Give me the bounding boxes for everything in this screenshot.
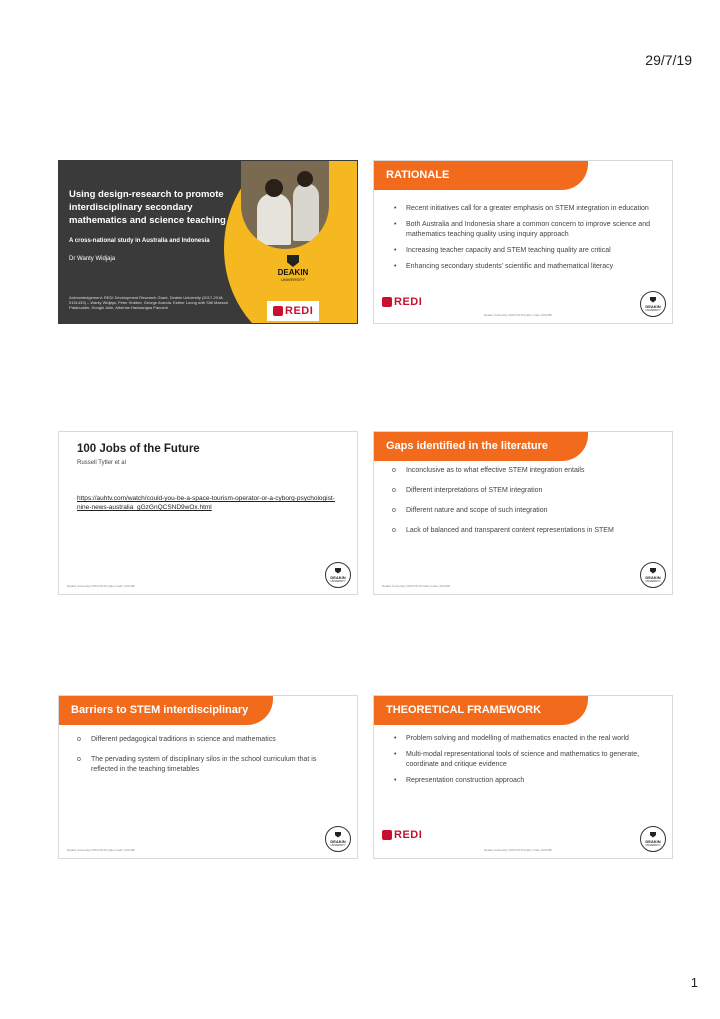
redi-logo	[382, 297, 422, 307]
deakin-logo	[640, 826, 666, 852]
deakin-logo	[640, 291, 666, 317]
list-item: o Different nature and scope of such integration	[392, 506, 656, 516]
deakin-logo-name: DEAKIN	[645, 574, 661, 580]
list-item: • Representation construction approach	[392, 776, 656, 786]
list-item: o Different interpretations of STEM integration	[392, 486, 656, 496]
deakin-logo-sub: UNIVERSITY	[330, 579, 346, 583]
slide-footnote: Deakin University CRICOS Provider Code: 00113B	[67, 848, 135, 852]
redi-logo-text: REDI	[394, 829, 423, 841]
list-item: o The pervading system of disciplinary silos in the school curriculum that is reflected in the teaching timetables	[77, 755, 341, 775]
list-item: o Different pedagogical traditions in science and mathematics	[77, 735, 341, 745]
redi-logo	[273, 306, 313, 316]
deakin-shield-icon	[650, 297, 656, 303]
bullet-list	[392, 734, 656, 792]
slide-banner-title: THEORETICAL FRAMEWORK	[374, 696, 588, 725]
deakin-logo-name: DEAKIN	[645, 838, 661, 844]
slide-byline: Russell Tytler et al	[77, 460, 126, 466]
deakin-logo	[325, 562, 351, 588]
deakin-logo	[640, 562, 666, 588]
list-item: • Enhancing secondary students’ scientific and mathematical literacy	[392, 262, 656, 272]
bullet-list	[77, 735, 341, 785]
slide-banner-title: Barriers to STEM interdisciplinary	[59, 696, 273, 725]
slide-title	[58, 160, 358, 324]
deakin-logo-sub: UNIVERSITY	[330, 843, 346, 847]
redi-logo-box	[267, 301, 319, 321]
slide-title-heading: Using design-research to promote interdisciplinary secondary mathematics and science teaching	[69, 189, 226, 226]
list-item: o Lack of balanced and transparent content representations in STEM	[392, 526, 656, 536]
deakin-shield-icon	[335, 568, 341, 574]
slide-footnote: Deakin University CRICOS Provider Code: 00113B	[484, 848, 552, 852]
acknowledgement-text: Acknowledgement: REDI Development Research Grant, Deakin University (2017-2018; 5151433) – Wanty Widjaja, Peter Hubber, George Aranda, Esther Loong with Sitti Maesuri Patahuddin, Hongki Julie, Albertus Hariwangsa Panuluh	[69, 295, 229, 310]
classroom-photo	[241, 161, 329, 249]
deakin-logo-name: DEAKIN	[330, 574, 346, 580]
redi-logo	[382, 830, 422, 840]
photo-head	[297, 171, 313, 187]
slide-theoretical-framework	[373, 695, 673, 859]
photo-figure	[257, 193, 291, 245]
photo-head	[265, 179, 283, 197]
redi-logo-text: REDI	[285, 305, 314, 317]
slide-author: Dr Wanty Widjaja	[69, 256, 116, 262]
slide-footnote: Deakin University CRICOS Provider Code: 00113B	[484, 313, 552, 317]
deakin-shield-icon	[650, 832, 656, 838]
list-item: • Problem solving and modelling of mathematics enacted in the real world	[392, 734, 656, 744]
deakin-shield-icon	[287, 255, 299, 267]
slide-gaps	[373, 431, 673, 595]
deakin-logo-name: DEAKIN	[645, 303, 661, 309]
slide-footnote: Deakin University CRICOS Provider Code: 00113B	[382, 584, 450, 588]
page-number: 1	[690, 975, 698, 990]
list-item: o Inconclusive as to what effective STEM integration entails	[392, 466, 656, 476]
handout-date: 29/7/19	[645, 52, 692, 68]
deakin-shield-icon	[335, 832, 341, 838]
deakin-logo	[275, 255, 311, 282]
deakin-logo-sub: UNIVERSITY	[645, 308, 661, 312]
redi-mark-icon	[382, 830, 392, 840]
redi-logo-text: REDI	[394, 296, 423, 308]
slide-rationale	[373, 160, 673, 324]
slide-banner-title: RATIONALE	[374, 161, 588, 190]
deakin-logo-sub: UNIVERSITY	[645, 843, 661, 847]
slide-heading: 100 Jobs of the Future	[77, 443, 200, 455]
redi-mark-icon	[273, 306, 283, 316]
list-item: • Multi-modal representational tools of science and mathematics to generate, coordinate and critique evidence	[392, 750, 656, 770]
deakin-logo-sub: UNIVERSITY	[645, 579, 661, 583]
redi-mark-icon	[382, 297, 392, 307]
deakin-logo-name: DEAKIN	[277, 268, 309, 277]
photo-figure	[293, 183, 319, 241]
slide-footnote: Deakin University CRICOS Provider Code: 00113B	[67, 584, 135, 588]
slide-jobs-of-future	[58, 431, 358, 595]
video-link[interactable]: https://auhtv.com/watch/could-you-be-a-space-tourism-operator-or-a-cyborg-psychologist-nine-news-australia_gGzGnQCSND9wOx.html	[77, 495, 335, 511]
slide-banner-title: Gaps identified in the literature	[374, 432, 588, 461]
bullet-list	[392, 466, 656, 546]
list-item: • Increasing teacher capacity and STEM teaching quality are critical	[392, 246, 656, 256]
deakin-logo-sub: UNIVERSITY	[280, 277, 305, 282]
deakin-shield-icon	[650, 568, 656, 574]
deakin-logo	[325, 826, 351, 852]
slide-subtitle: A cross-national study in Australia and Indonesia	[69, 238, 210, 244]
deakin-logo-name: DEAKIN	[330, 838, 346, 844]
list-item: • Recent initiatives call for a greater emphasis on STEM integration in education	[392, 204, 656, 214]
slide-barriers	[58, 695, 358, 859]
bullet-list	[392, 204, 656, 278]
list-item: • Both Australia and Indonesia share a common concern to improve science and mathematics teaching quality using inquiry approach	[392, 220, 656, 240]
